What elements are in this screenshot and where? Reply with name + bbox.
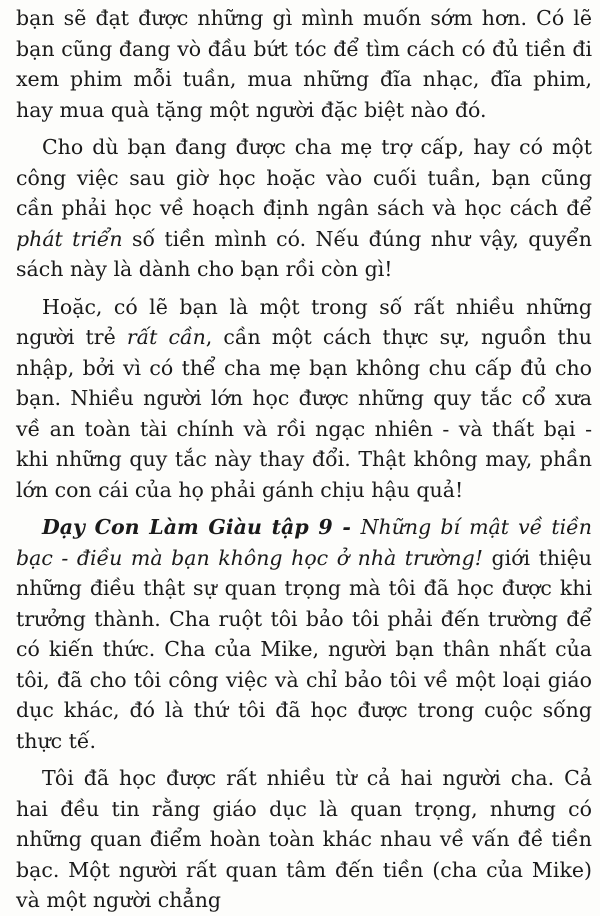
paragraph-2 (16, 132, 592, 285)
book-title-bold: Dạy Con Làm Giàu tập 9 - (42, 515, 361, 539)
paragraph-4-rest: giới thiệu những điều thật sự quan trọng mà tôi đã học được khi trưởng thành. Cha ruột tôi bảo tôi phải đến trường để có kiến thức. Cha của Mike, người bạn thân nhất của tôi, đã cho tôi công việc và chỉ bảo tôi về một loại giáo dục khác, đó là thứ tôi đã học được trong cuộc sống thực tế. (16, 545, 592, 753)
paragraph-3 (16, 292, 592, 506)
paragraph-3-part-c: , cần một cách thực sự, nguồn thu nhập, bởi vì có thể cha mẹ bạn không chu cấp đủ cho bạn. Nhiều người lớn học được những quy tắc cổ xưa về an toàn tài chính và rồi ngạc nhiên - và thất bại - khi những quy tắc này thay đổi. Thật không may, phần lớn con cái của họ phải gánh chịu hậu quả! (16, 325, 592, 502)
paragraph-2-part-a: Cho dù bạn đang được cha mẹ trợ cấp, hay có một công việc sau giờ học hoặc vào cuối tuần, bạn cũng cần phải học về hoạch định ngân sách và học cách để (16, 135, 592, 220)
paragraph-5: Tôi đã học được rất nhiều từ cả hai người cha. Cả hai đều tin rằng giáo dục là quan trọng, nhưng có những quan điểm hoàn toàn khác nhau về vấn đề tiền bạc. Một người rất quan tâm đến tiền (cha của Mike) và một người chẳng (16, 766, 592, 912)
emphasis-rat-can: rất cần (126, 325, 206, 349)
paragraph-4 (16, 512, 592, 756)
paragraph-3-part-a: Hoặc, có lẽ bạn là một trong số rất nhiều những người trẻ (16, 294, 592, 349)
paragraph-2-part-c: số tiền mình có. Nếu đúng như vậy, quyển sách này là dành cho bạn rồi còn gì! (16, 226, 592, 281)
emphasis-phat-trien: phát triển (16, 226, 123, 251)
book-subtitle-italic: Những bí mật về tiền bạc - điều mà bạn không học ở nhà trường! (16, 515, 592, 570)
paragraph-1: bạn sẽ đạt được những gì mình muốn sớm hơn. Có lẽ bạn cũng đang vò đầu bứt tóc để tìm cách có đủ tiền đi xem phim mỗi tuần, mua những đĩa nhạc, đĩa phim, hay mua quà tặng một người đặc biệt nào đó. (16, 6, 592, 122)
